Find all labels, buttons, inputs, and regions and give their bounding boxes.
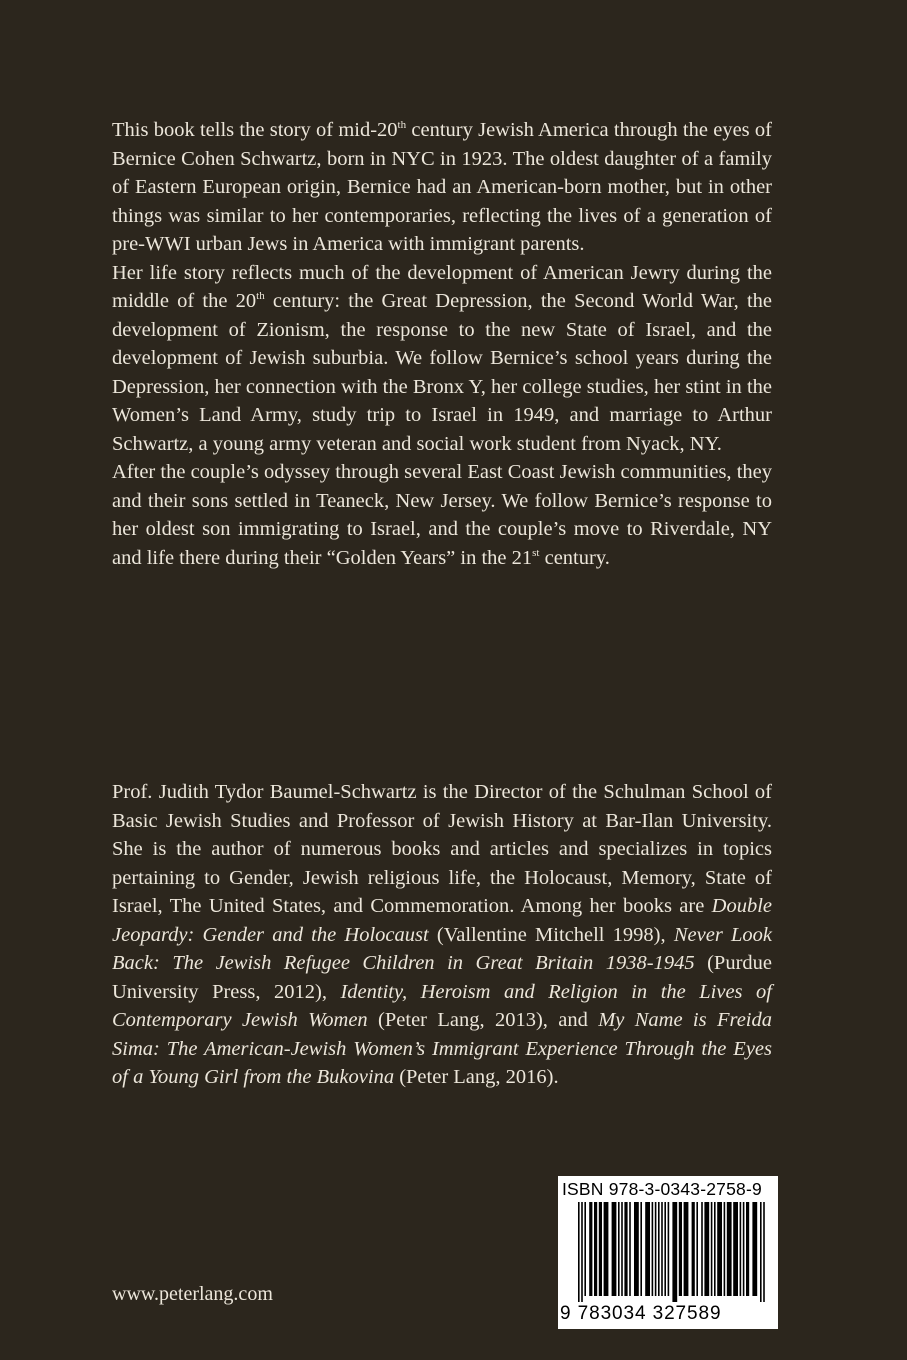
barcode-bar — [594, 1202, 597, 1296]
description-paragraph-1 — [112, 116, 772, 259]
barcode-bar — [640, 1202, 642, 1296]
barcode-bar — [604, 1202, 609, 1296]
barcode-bar — [743, 1202, 745, 1296]
barcode-bar — [733, 1202, 738, 1296]
barcode-bar — [621, 1202, 623, 1296]
bio-text: Prof. Judith Tydor Baumel-Schwartz is the Director of the Schulman School of Basic Jewish Studies and Professor of Jewish History at Bar-Ilan University. She is the author of numerous books and articles and specializes in topics pertaining to Gender, Jewish religious life, the Holocaust, Memory, State of Israel, The United States, and Commemoration. Among her books are — [112, 781, 772, 917]
isbn-label: ISBN 978-3-0343-2758-9 — [562, 1179, 762, 1199]
bio-text: (Purdue University Press, 2012), — [112, 952, 773, 1003]
author-bio-paragraph — [112, 778, 772, 1092]
description-paragraph-2 — [112, 259, 772, 459]
publisher-url[interactable]: www.peterlang.com — [112, 1283, 273, 1305]
barcode-bar — [760, 1202, 762, 1302]
barcode-bar — [672, 1202, 677, 1302]
book-title: My Name is Freida Sima: The American-Jewish Women’s Immigrant Experience Through the Eyes of a Young Girl from the Bukovina — [112, 1009, 772, 1088]
barcode-bar — [612, 1202, 617, 1296]
barcode-bar — [763, 1202, 765, 1302]
barcode-bar — [717, 1202, 722, 1296]
barcode-bar — [624, 1202, 627, 1296]
barcode-bar — [664, 1202, 666, 1296]
book-title: Never Look Back: The Jewish Refugee Children in Great Britain 1938-1945 — [112, 923, 772, 974]
barcode-digits: 9 783034 327589 — [560, 1303, 722, 1324]
description-text: Her life story reflects much of the development of American Jewry during the middle of the 20 — [112, 261, 772, 312]
barcode-bar — [661, 1202, 663, 1296]
barcode-bar — [652, 1202, 654, 1296]
barcode-bar — [727, 1202, 732, 1296]
description-text: This book tells the story of mid-20 — [112, 119, 398, 141]
barcode-bar — [704, 1202, 709, 1296]
barcode-bar — [679, 1202, 682, 1296]
description-paragraph-3 — [112, 458, 772, 572]
barcode-bar — [724, 1202, 726, 1296]
ordinal-suffix: th — [256, 290, 265, 302]
barcode-bar — [578, 1202, 580, 1302]
barcode-bar — [655, 1202, 657, 1296]
barcode-image — [562, 1202, 774, 1302]
barcode-bar — [581, 1202, 583, 1302]
bio-text: (Vallentine Mitchell 1998), — [428, 923, 674, 946]
barcode-bar — [668, 1202, 670, 1296]
barcode-bar — [645, 1202, 650, 1296]
barcode-bar — [752, 1202, 757, 1296]
description-text: century Jewish America through the eyes of Bernice Cohen Schwartz, born in NYC in 1923. The oldest daughter of a family of Eastern European origin, Bernice had an American-born mother, but in other things was similar to her contemporaries, reflecting the lives of a generation of pre-WWI urban Jews in America with immigrant parents. — [112, 119, 772, 255]
description-text: century: the Great Depression, the Second World War, the development of Zionism, the response to the new State of Israel, and the development of Jewish suburbia. We follow Bernice’s school years during the Depression, her connection with the Bronx Y, her college studies, her stint in the Women’s Land Army, study trip to Israel in 1949, and marriage to Arthur Schwartz, a young army veteran and social work student from Nyack, NY. — [112, 290, 773, 455]
book-title: Identity, Heroism and Religion in the Lives of Contemporary Jewish Women — [112, 980, 773, 1031]
barcode-bar — [599, 1202, 602, 1296]
barcode-bar — [629, 1202, 631, 1296]
description-text: century. — [539, 546, 610, 569]
barcode-bar — [714, 1202, 716, 1296]
book-description — [112, 116, 772, 572]
barcode-bar — [711, 1202, 713, 1296]
barcode-bar — [584, 1202, 586, 1296]
barcode-bar — [746, 1202, 749, 1296]
ordinal-suffix: st — [532, 546, 540, 559]
barcode-bar — [618, 1202, 620, 1296]
ordinal-suffix: th — [397, 119, 407, 131]
author-bio — [112, 778, 772, 1092]
bio-text: (Peter Lang, 2013), and — [367, 1009, 599, 1031]
bio-text: (Peter Lang, 2016). — [394, 1066, 559, 1088]
barcode-bar — [684, 1202, 689, 1296]
barcode-bar — [589, 1202, 592, 1296]
barcode-bar — [658, 1202, 660, 1296]
barcode-bar — [740, 1202, 742, 1296]
barcode-bar — [634, 1202, 639, 1296]
description-text: After the couple’s odyssey through several East Coast Jewish communities, they and their sons settled in Teaneck, New Jersey. We follow Bernice’s response to her oldest son immigrating to Israel, and the couple’s move to Riverdale, NY and life there during their “Golden Years” in the 21 — [112, 461, 772, 569]
barcode-bar — [701, 1202, 703, 1296]
isbn-barcode-box — [558, 1176, 778, 1329]
barcode-bar — [692, 1202, 695, 1296]
book-title: Double Jeopardy: Gender and the Holocaust — [112, 895, 772, 946]
barcode-bar — [696, 1202, 698, 1296]
